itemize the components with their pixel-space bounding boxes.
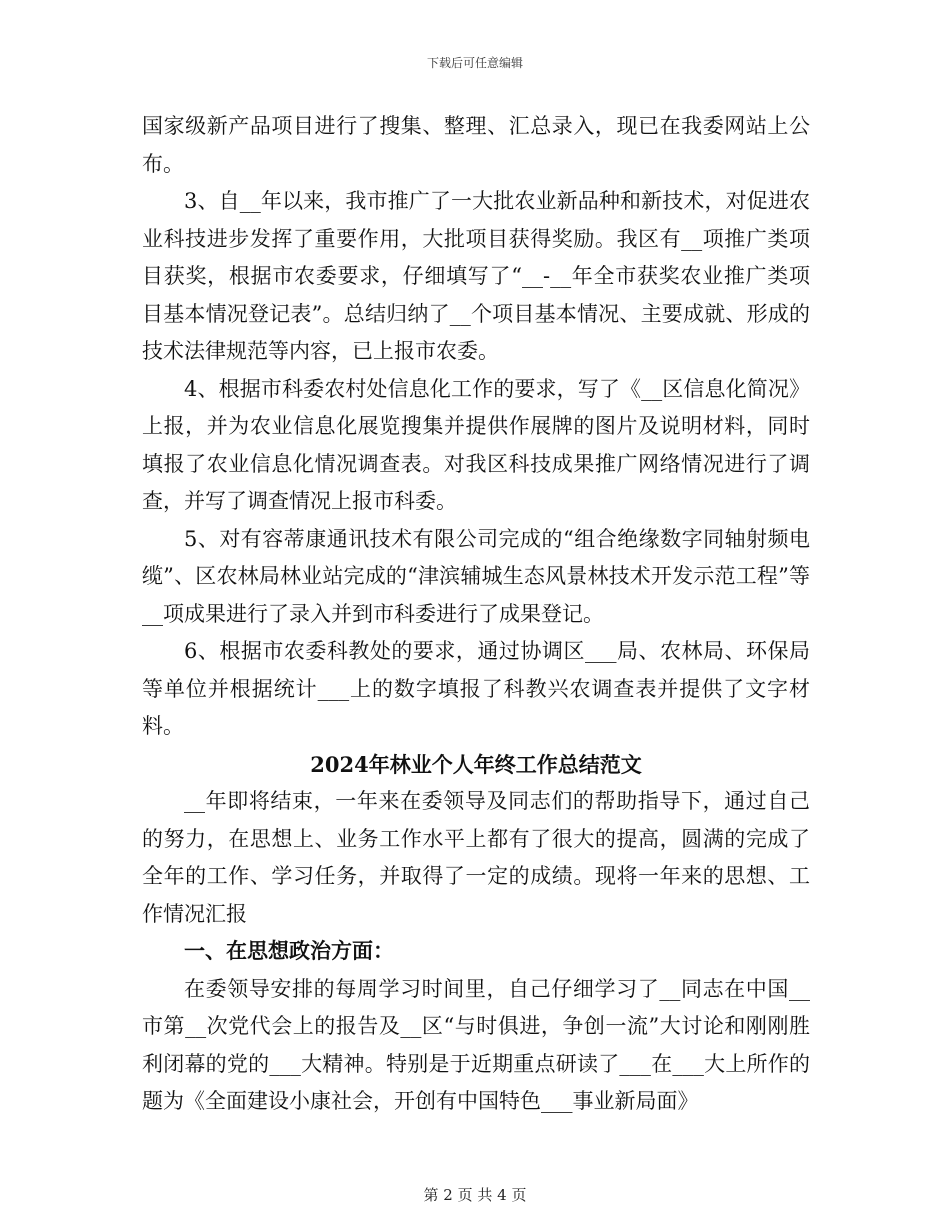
section-heading-politics: 一、在思想政治方面： bbox=[184, 939, 394, 963]
document-title: 2024年林业个人年终工作总结范文 bbox=[310, 751, 642, 777]
paragraph-continuation: 国家级新产品项目进行了搜集、整理、汇总录入，现已在我委网站上公布。 bbox=[142, 114, 810, 176]
document-body bbox=[142, 108, 810, 1121]
paragraph-item-6: 6、根据市农委科教处的要求，通过协调区___局、农林局、环保局等单位并根据统计___上的数字填报了科教兴农调查表并提供了文字材料。 bbox=[142, 639, 810, 738]
page-footer: 第 2 页 共 4 页 bbox=[423, 1186, 527, 1204]
paragraph-item-4: 4、根据市科委农村处信息化工作的要求，写了《__区信息化简况》上报，并为农业信息化展览搜集并提供作展牌的图片及说明材料，同时填报了农业信息化情况调查表。对我区科技成果推广网络情况进行了调查，并写了调查情况上报市科委。 bbox=[142, 376, 810, 513]
paragraph-intro: __年即将结束，一年来在委领导及同志们的帮助指导下，通过自己的努力，在思想上、业务工作水平上都有了很大的提高，圆满的完成了全年的工作、学习任务，并取得了一定的成绩。现将一年来的思想、工作情况汇报 bbox=[142, 789, 810, 926]
page-header: 下载后可任意编辑 bbox=[426, 56, 523, 70]
paragraph-item-3: 3、自__年以来，我市推广了一大批农业新品种和新技术，对促进农业科技进步发挥了重要作用，大批项目获得奖励。我区有__项推广类项目获奖，根据市农委要求，仔细填写了“__-__年全市获奖农业推广类项目基本情况登记表”。总结归纳了__个项目基本情况、主要成就、形成的技术法律规范等内容，已上报市农委。 bbox=[142, 189, 810, 363]
paragraph-item-5: 5、对有容蒂康通讯技术有限公司完成的“组合绝缘数字同轴射频电缆”、区农林局林业站完成的“津滨辅城生态风景林技术开发示范工程”等__项成果进行了录入并到市科委进行了成果登记。 bbox=[142, 526, 810, 626]
paragraph-study: 在委领导安排的每周学习时间里，自己仔细学习了__同志在中国__市第__次党代会上的报告及__区“与时俱进，争创一流”大讨论和刚刚胜利闭幕的党的___大精神。特别是于近期重点研读了___在___大上所作的题为《全面建设小康社会，开创有中国特色___事业新局面》 bbox=[142, 976, 810, 1113]
